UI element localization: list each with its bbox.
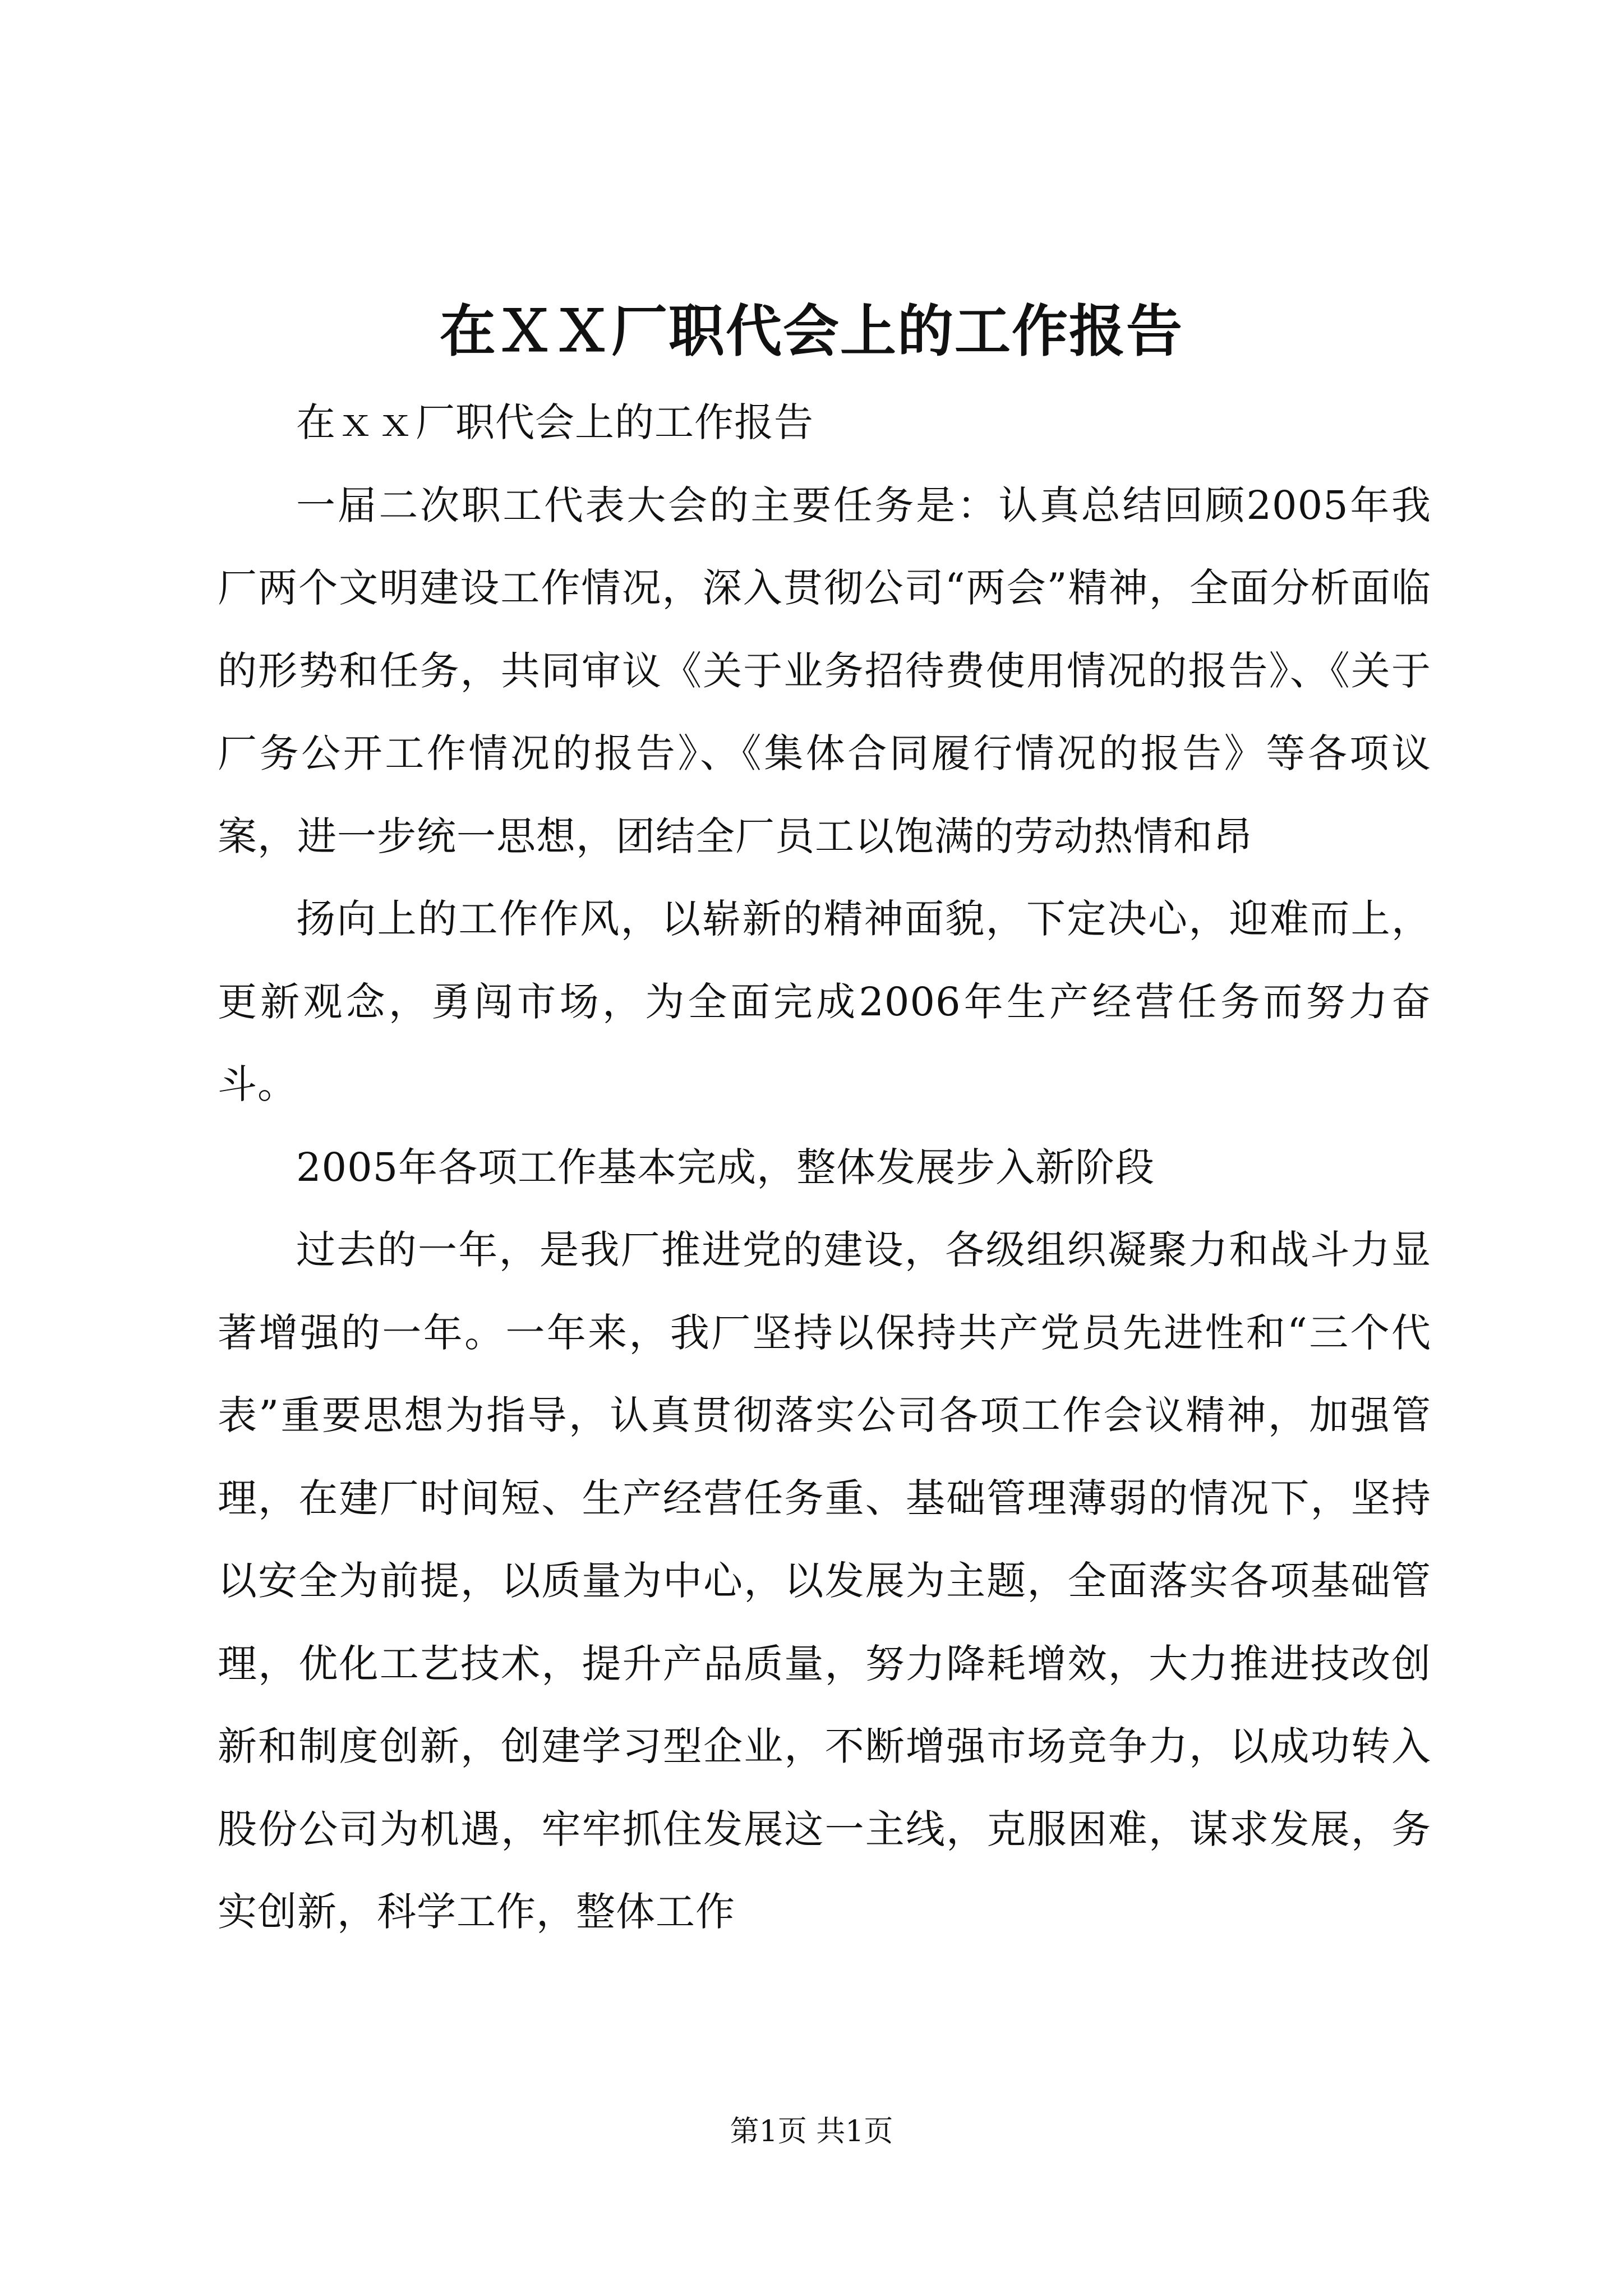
paragraph-work-style: 扬向上的工作作风，以崭新的精神面貌，下定决心，迎难而上，更新观念，勇闯市场，为全面完成2006年生产经营任务而努力奋斗。 (218, 896, 1431, 1107)
paragraph-subtitle: 在ｘｘ厂职代会上的工作报告 (296, 399, 814, 445)
paragraph-section-heading: 2005年各项工作基本完成，整体发展步入新阶段 (296, 1144, 1155, 1190)
paragraph-past-year: 过去的一年，是我厂推进党的建设，各级组织凝聚力和战斗力显著增强的一年。一年来，我厂坚持以保持共产党员先进性和“三个代表”重要思想为指导，认真贯彻落实公司各项工作会议精神，加强管理，在建厂时间短、生产经营任务重、基础管理薄弱的情况下，坚持以安全为前提，以质量为中心，以发展为主题，全面落实各项基础管理，优化工艺技术，提升产品质量，努力降耗增效，大力推进技改创新和制度创新，创建学习型企业，不断增强市场竞争力，以成功转入股份公司为机遇，牢牢抓住发展这一主线，克服困难，谋求发展，务实创新，科学工作，整体工作 (218, 1227, 1431, 1935)
paragraph-main-tasks: 一届二次职工代表大会的主要任务是：认真总结回顾2005年我厂两个文明建设工作情况，深入贯彻公司“两会”精神，全面分析面临的形势和任务，共同审议《关于业务招待费使用情况的报告》、《关于厂务公开工作情况的报告》、《集体合同履行情况的报告》等各项议案，进一步统一思想，团结全厂员工以饱满的劳动热情和昂 (218, 482, 1431, 859)
document-title: 在ＸＸ厂职代会上的工作报告 (440, 298, 1183, 364)
document-body (218, 381, 1431, 1954)
page-footer: 第1页 共1页 (730, 2115, 893, 2148)
